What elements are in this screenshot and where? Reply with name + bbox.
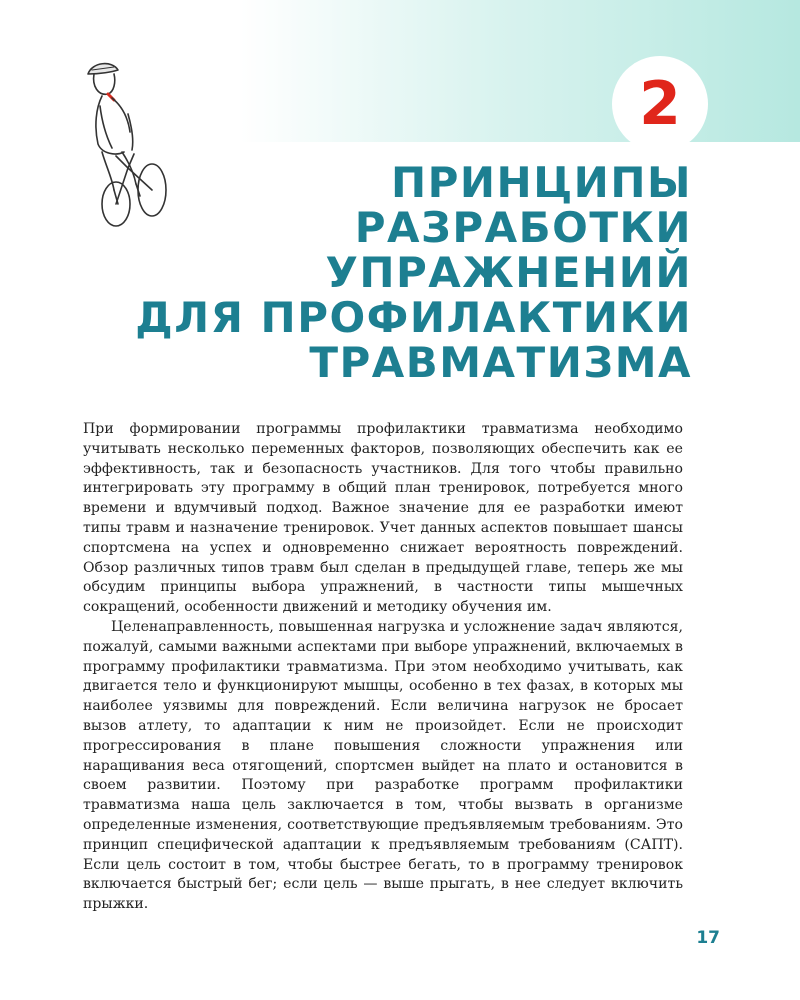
chapter-title-line: ПРИНЦИПЫ — [390, 158, 692, 207]
chapter-title-line: УПРАЖНЕНИЙ — [325, 248, 692, 297]
chapter-number: 2 — [639, 69, 681, 139]
chapter-title-line: РАЗРАБОТКИ — [354, 203, 692, 252]
chapter-title-line: ТРАВМАТИЗМА — [309, 338, 692, 387]
paragraph: При формировании программы профилактики травматизма необходимо учитывать несколько переменных факторов, позволяющих обеспечить как ее эффективность, так и безопасность участников. Для того чтобы правильно интегрировать эту программу в общий план тренировок, потребуется много времени и вдумчивый подход. Важное значение для ее разработки имеют типы травм и назначение тренировок. Учет данных аспектов повышает шансы спортсмена на успех и одновременно снижает вероятность повреждений. Обзор различных типов травм был сделан в предыдущей главе, теперь же мы обсудим принципы выбора упражнений, в частности типы мышечных сокращений, особенности движений и методику обучения им. — [83, 421, 683, 616]
page-number: 17 — [696, 928, 720, 948]
paragraph: Целенаправленность, повышенная нагрузка и усложнение задач являются, пожалуй, самыми важными аспектами при выборе упражнений, включаемых в программу профилактики травматизма. При этом необходимо учитывать, как двигается тело и функционируют мышцы, особенно в тех фазах, в которых мы наиболее уязвимы для повреждений. Если величина нагрузок не бросает вызов атлету, то адаптации к ним не произойдет. Если не происходит прогрессирования в плане повышения сложности упражнения или наращивания веса отягощений, спортсмен выйдет на плато и остановится в своем развитии. Поэтому при разработке программ профилактики травматизма наша цель заключается в том, чтобы вызвать в организме определенные изменения, соответствующие предъявляемым требованиям. Это принцип специфической адаптации к предъявляемым требованиям (САПТ). Если цель состоит в том, чтобы быстрее бегать, то в программу тренировок включается быстрый бег; если цель — выше прыгать, в нее следует включить прыжки. — [83, 618, 683, 913]
body-text — [83, 420, 683, 915]
chapter-title — [92, 160, 692, 385]
chapter-title-line: ДЛЯ ПРОФИЛАКТИКИ — [135, 293, 692, 342]
chapter-badge — [612, 56, 708, 152]
